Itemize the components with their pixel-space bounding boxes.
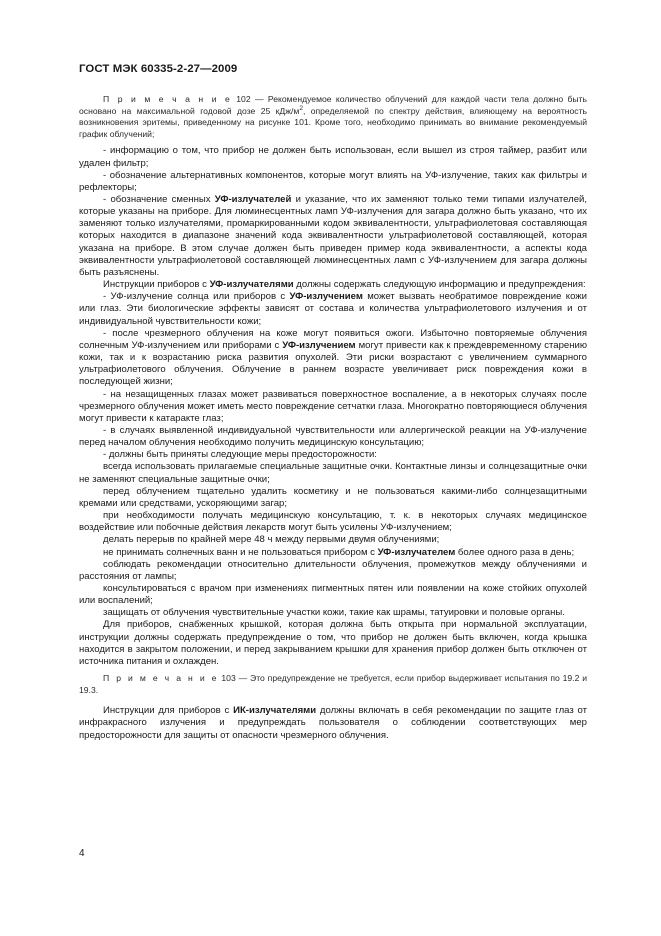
paragraph: - обозначение альтернативных компонентов, которые могут влиять на УФ-излучение, таких как фильтры и рефлекторы; (79, 169, 587, 193)
text-run: - после чрезмерного облучения на коже могут появиться ожоги. Избыточно повторяемые облучения солнечным УФ-излучением или приборами с (79, 327, 587, 351)
paragraph (79, 279, 587, 291)
text-run: должны включать в себя рекомендации по защите глаз от инфракрасного излучения и предупреждать пользователя о соблюдении соответствующих мер предосторожности для защиты от опасности чрезмерного облучения. (79, 705, 587, 741)
bold-term: УФ-излучателей (214, 194, 292, 205)
bold-term: УФ-излучением (289, 291, 363, 303)
note-102 (79, 94, 587, 140)
paragraph: - должны быть приняты следующие меры предосторожности: (103, 449, 377, 461)
paragraph: защищать от облучения чувствительные участки кожи, такие как шрамы, татуировки и половые органы. (103, 607, 565, 619)
bold-term: УФ-излучением (282, 339, 356, 351)
paragraph: Для приборов, снабженных крышкой, которая должна быть открыта при нормальной эксплуатации, инструкции должны содержать предупреждение о том, что прибор не должен быть включен, когда крышка находится в закрытом положении, и перед закрыванием крышки для хранения прибор должен быть отключен от источника питания и охлажден. (79, 619, 587, 667)
paragraph (79, 291, 587, 327)
paragraph (79, 328, 587, 389)
text-run: Инструкции для приборов с (103, 705, 234, 717)
note-label: П р и м е ч а н и е (103, 673, 219, 684)
text-run: более одного раза в день; (455, 546, 575, 558)
text-run: не принимать солнечных ванн и не пользоваться прибором с (103, 546, 378, 558)
text-run: Инструкции приборов с (103, 279, 210, 291)
paragraph (79, 547, 587, 559)
final-paragraph (79, 705, 587, 741)
note-103-text: 103 — Это предупреждение не требуется, если прибор выдерживает испытания по 19.2 и 19.3. (79, 673, 587, 695)
paragraph: делать перерыв по крайней мере 48 ч между первыми двумя облучениями; (103, 534, 440, 546)
bold-term: ИК-излучателями (233, 705, 317, 717)
document-header: ГОСТ МЭК 60335-2-27—2009 (79, 63, 238, 75)
paragraph: - в случаях выявленной индивидуальной чувствительности или аллергической реакции на УФ-излучение перед началом облучения необходимо получить медицинскую консультацию; (79, 424, 587, 449)
paragraph: консультироваться с врачом при изменениях пигментных пятен или появлении на коже стойких опухолей или воспалений; (79, 583, 587, 607)
paragraph: перед облучением тщательно удалить косметику и не пользоваться какими-либо солнцезащитными кремами или средствами, ускоряющими загар; (79, 485, 587, 509)
text-run: может вызвать необратимое повреждение кожи или глаз. Эти биологические эффекты зависят от состава и количества ультрафиолетового излучения и от индивидуальной чувствительности кожи; (79, 291, 587, 327)
paragraph: - информацию о том, что прибор не должен быть использован, если вышел из строя таймер, разбит или удален фильтр; (79, 145, 587, 169)
paragraph: при необходимости получать медицинскую консультацию, т. к. в некоторых случаях медицинское воздействие или побочные действия лекарств могут быть усилены УФ-излучением; (79, 510, 587, 534)
text-run: - обозначение сменных (103, 194, 215, 205)
page-number: 4 (79, 848, 85, 859)
text-run: должны содержать следующую информацию и предупреждения: (293, 279, 586, 291)
paragraph: всегда использовать прилагаемые специальные защитные очки. Контактные линзы и солнцезащитные очки не заменяют специальные защитные очки; (79, 461, 587, 485)
note-102-text-a: 102 — Рекомендуемое количество облучений для каждой части тела должно быть основано на максимальной годовой дозе 25 кДж/м (79, 94, 588, 116)
paragraph: соблюдать рекомендации относительно длительности облучения, промежутков между облучениями и расстояния от лампы; (79, 558, 587, 582)
note-102-text-b: , определяемой по спектру действия, влияющему на вероятность возникновения эритемы, приведенному на рисунке 101. Кроме того, необходимо принимать во внимание рекомендуемый график облучений; (79, 105, 587, 139)
note-102-superscript: 2 (299, 104, 303, 112)
paragraph: - на незащищенных глазах может развиваться поверхностное воспаление, а в некоторых случаях после чрезмерного облучения может иметь место повреждение сетчатки глаза. Многократно повторяющиеся облучения могут привести к катаракте глаз; (79, 388, 587, 424)
text-run: и указание, что их заменяют только теми типами излучателей, которые указаны на приборе. Для люминесцентных ламп УФ-излучения для загара должно быть указано, что их заменяют только излучателями, промаркированными кодом эквивалентности, ультрафиолетовая составляющая которых находится в диапазоне значений кода эквивалентности ультрафиолетовой составляющей, которая указана на приборе. В этом случае должен быть приведен пример кода эквивалентности, а аспекты кода эквивалентности ультрафиолетовой составляющей люминесцентных ламп с УФ-излучением для загара должны быть разъяснены. (79, 194, 587, 278)
bold-term: УФ-излучателями (209, 279, 294, 291)
text-run: могут привести как к преждевременному старению кожи, так и к возрастанию риска развития опухолей. Эти риски возрастают с увеличением суммарного ультрафиолетового облучения. Облучение в раннем возрасте увеличивает риск повреждения кожи в последующей жизни; (79, 339, 587, 388)
page-content (79, 94, 587, 742)
paragraph (79, 194, 587, 279)
note-label: П р и м е ч а н и е (103, 94, 232, 104)
text-run: - УФ-излучение солнца или приборов с (103, 291, 290, 303)
bold-term: УФ-излучателем (377, 546, 456, 558)
note-103 (79, 673, 587, 696)
